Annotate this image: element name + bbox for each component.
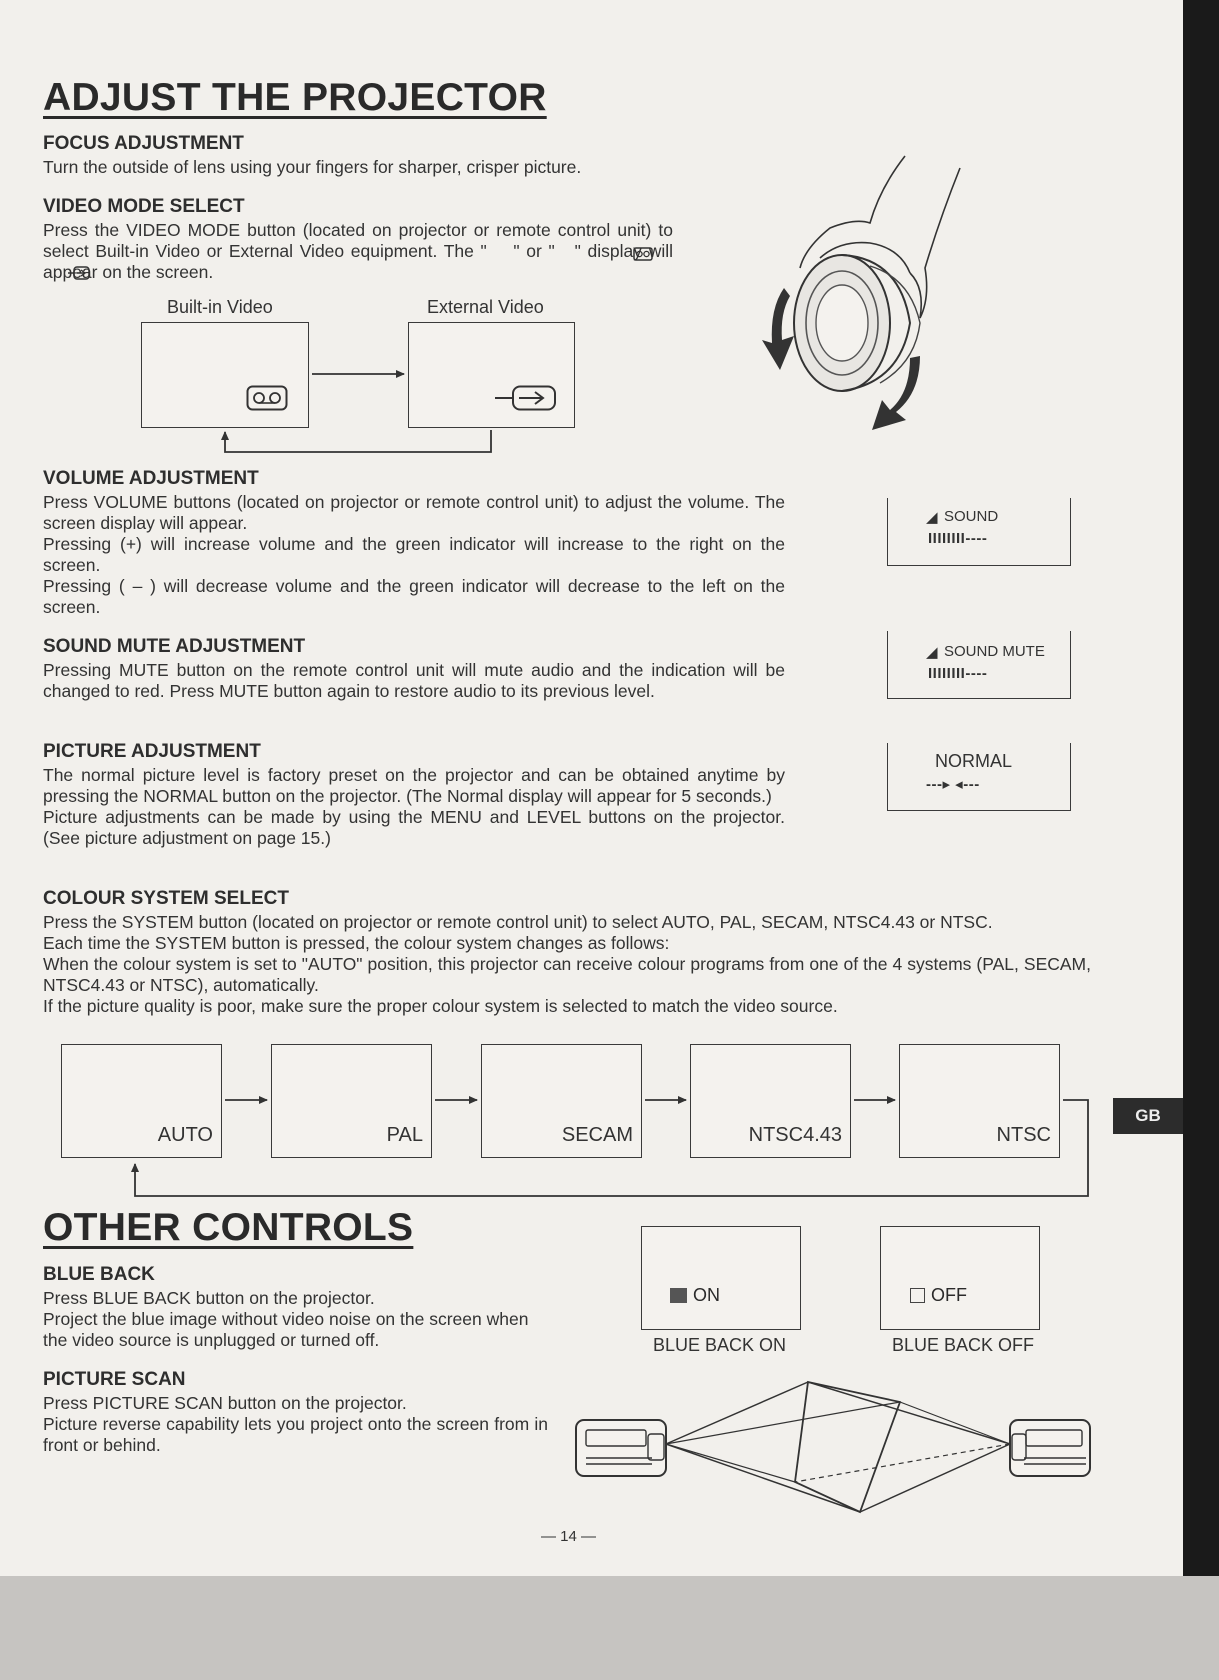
picture-text-1: The normal picture level is factory preset on the projector and can be obtained anytime by pressing the NORMAL button on the projector. (The Normal display will appear for 5 seconds.) — [43, 765, 785, 806]
language-tab: GB — [1113, 1098, 1183, 1134]
picture-scan-text-1: Press PICTURE SCAN button on the projector. — [43, 1393, 407, 1413]
colour-text-2: Each time the SYSTEM button is pressed, the colour system changes as follows: — [43, 933, 670, 953]
other-controls-title: OTHER CONTROLS — [43, 1206, 414, 1249]
colour-text-3: When the colour system is set to "AUTO" position, this projector can receive colour programs from one of the 4 systems (PAL, SECAM, NTSC4.43 or NTSC), automatically. — [43, 954, 1091, 995]
blue-back-on-screen — [641, 1226, 801, 1330]
blue-back-section — [43, 1264, 548, 1351]
projector-left-icon — [576, 1420, 666, 1476]
filled-square-icon — [670, 1288, 687, 1303]
sound-mute-osd-label: SOUND MUTE — [944, 643, 1045, 660]
picture-scan-illustration — [570, 1378, 1095, 1516]
normal-osd-label: NORMAL — [935, 751, 1013, 771]
picture-scan-section — [43, 1369, 548, 1456]
picture-scan-text-2: Picture reverse capability lets you project onto the screen from in front or behind. — [43, 1414, 548, 1455]
focus-text: Turn the outside of lens using your fingers for sharper, crisper picture. — [43, 157, 582, 177]
blue-back-text-1: Press BLUE BACK button on the projector. — [43, 1288, 375, 1308]
blue-back-on-label: ON — [693, 1285, 720, 1305]
system-label-auto: AUTO — [157, 1124, 213, 1146]
picture-text-2: Picture adjustments can be made by using the MENU and LEVEL buttons on the projector. (See picture adjustment on page 15.) — [43, 807, 785, 848]
colour-system-heading: COLOUR SYSTEM SELECT — [43, 888, 289, 909]
volume-heading: VOLUME ADJUSTMENT — [43, 468, 259, 489]
picture-scan-heading: PICTURE SCAN — [43, 1369, 186, 1390]
blue-back-off-screen — [880, 1226, 1040, 1330]
page-number: — 14 — — [541, 1528, 597, 1545]
blue-back-on-caption: BLUE BACK ON — [653, 1335, 787, 1355]
blue-back-heading: BLUE BACK — [43, 1264, 155, 1285]
external-video-label: External Video — [427, 297, 544, 317]
builtin-video-label: Built-in Video — [167, 297, 273, 317]
video-mode-text: Press the VIDEO MODE button (located on projector or remote control unit) to select Built-in Video or External Video equipment. The " " or " " display will appear on the screen. — [43, 220, 673, 282]
picture-heading: PICTURE ADJUSTMENT — [43, 741, 261, 762]
sound-mute-heading: SOUND MUTE ADJUSTMENT — [43, 636, 306, 657]
blue-back-off-label: OFF — [931, 1285, 967, 1305]
focus-heading: FOCUS ADJUSTMENT — [43, 133, 244, 154]
page-title: ADJUST THE PROJECTOR — [43, 76, 547, 119]
speaker-icon: ◢ — [926, 509, 938, 526]
normal-osd-arrows: ---▸ ◂--- — [926, 776, 980, 793]
mute-level-indicator: IIIIIIII---- — [928, 665, 988, 682]
volume-level-indicator: IIIIIIII---- — [928, 530, 988, 547]
blue-back-off-caption: BLUE BACK OFF — [892, 1335, 1035, 1355]
blue-back-text-2: Project the blue image without video noise on the screen when the video source is unplugged or turned off. — [43, 1309, 529, 1350]
system-label-ntsc: NTSC — [996, 1124, 1051, 1146]
volume-text-1: Press VOLUME buttons (located on projector or remote control unit) to adjust the volume. The screen display will appear. — [43, 492, 785, 533]
projector-right-icon — [1010, 1420, 1090, 1476]
system-label-ntsc443: NTSC4.43 — [748, 1124, 842, 1146]
sound-osd-label: SOUND — [944, 508, 999, 525]
colour-text-4: If the picture quality is poor, make sure the proper colour system is selected to match the video source. — [43, 996, 838, 1016]
system-label-secam: SECAM — [561, 1124, 633, 1146]
sound-mute-text: Pressing MUTE button on the remote control unit will mute audio and the indication will be changed to red. Press MUTE button again to restore audio to its previous level. — [43, 660, 785, 701]
colour-text-1: Press the SYSTEM button (located on projector or remote control unit) to select AUTO, PAL, SECAM, NTSC4.43 or NTSC. — [43, 912, 993, 932]
speaker-icon: ◢ — [926, 644, 938, 661]
video-mode-heading: VIDEO MODE SELECT — [43, 196, 245, 217]
volume-text-3: Pressing ( – ) will decrease volume and the green indicator will decrease to the left on the screen. — [43, 576, 785, 617]
system-label-pal: PAL — [386, 1124, 423, 1146]
empty-square-icon — [910, 1288, 925, 1303]
volume-text-2: Pressing (+) will increase volume and the green indicator will increase to the right on the screen. — [43, 534, 785, 575]
